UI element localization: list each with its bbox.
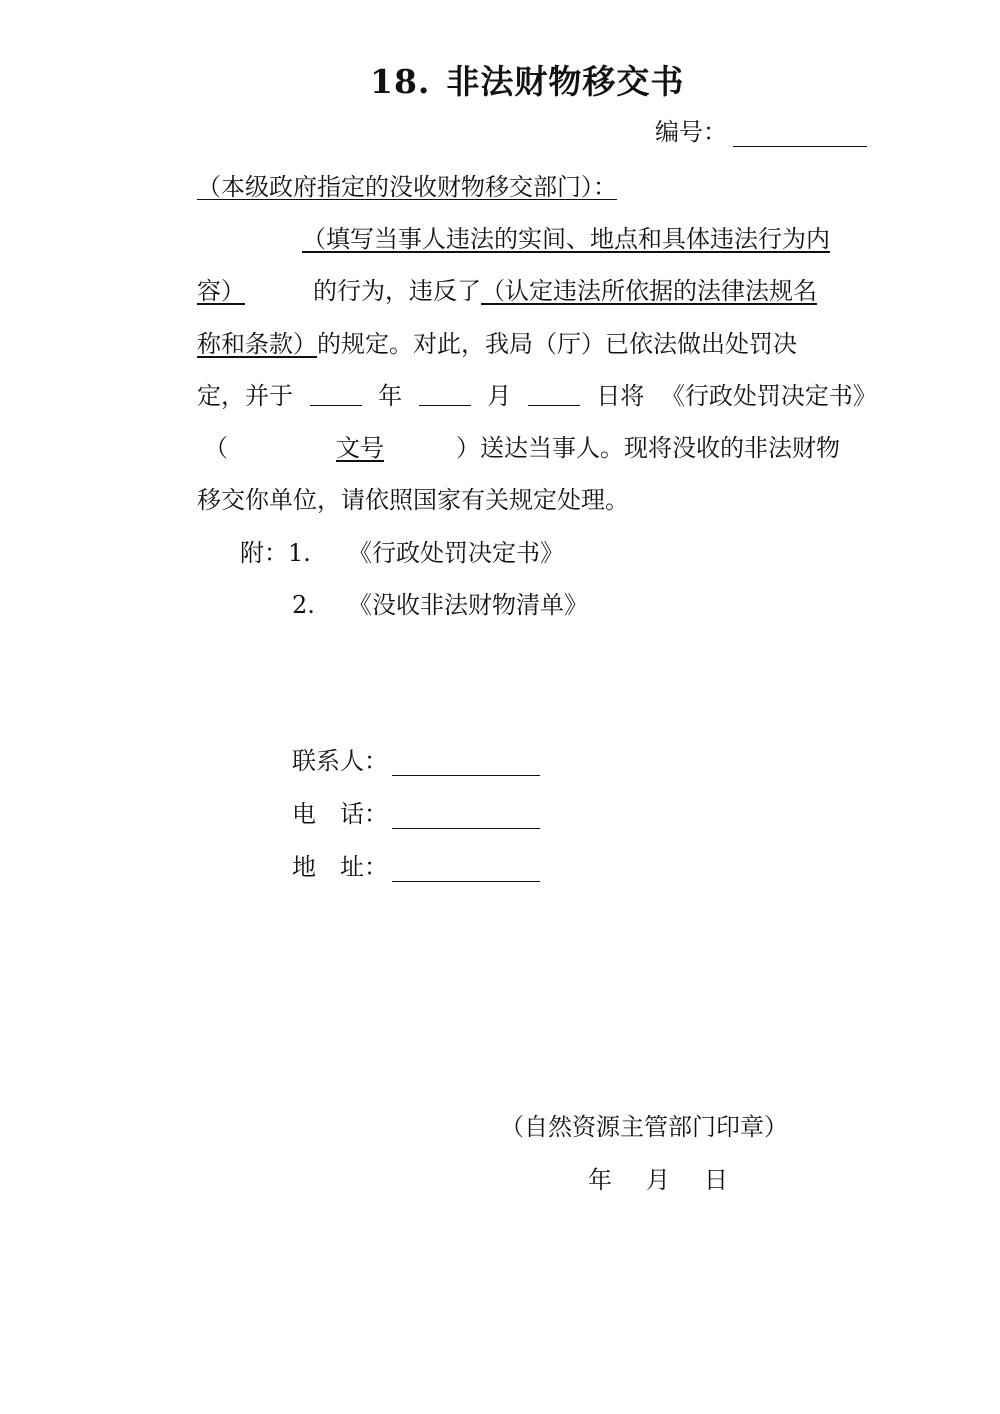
docno-close: ）送达当事人。现将没收的非法财物 [456,434,840,462]
contact-person-row [292,746,540,776]
attachment-2-text: 《没收非法财物清单》 [348,591,588,619]
attachment-1-text: 《行政处罚决定书》 [348,539,564,567]
violation-fill: （填写当事人违法的实间、地点和具体违法行为内 [302,225,830,253]
behavior-text: 的行为，违反了 [313,277,481,305]
serial-label: 编号： [655,118,727,146]
date-intro: 定，并于 [197,382,293,410]
serial-number-row [655,117,867,147]
contact-person-blank [392,753,540,776]
title-number: 18. [370,62,431,101]
contact-person-label: 联系人： [292,747,388,775]
year-blank [310,381,362,406]
attachment-2-number: 2. [292,591,315,619]
serial-blank [733,122,867,147]
day-blank [528,381,580,406]
day-char: 日将 [596,382,645,410]
docno-open: （ [204,434,228,462]
transfer-text: 移交你单位，请依照国家有关规定处理。 [197,486,629,514]
attachment-item-1 [240,538,564,568]
attachment-1-number: 1. [288,539,311,567]
body-line-3 [197,329,797,359]
attachment-label: 附： [240,539,288,567]
title-text: 非法财物移交书 [446,62,685,101]
contact-phone-blank [392,806,540,829]
recipient-line: （本级政府指定的没收财物移交部门）： [197,173,617,201]
body-line-2 [197,276,817,306]
attachment-item-2 [292,590,588,620]
body-line-4 [197,381,877,411]
contact-phone-label: 电 话： [292,800,388,828]
contact-address-blank [392,859,540,882]
decision-text: 的规定。对此，我局（厅）已依法做出处罚决 [317,330,797,358]
year-char: 年 [378,382,403,410]
contact-address-label: 地 址： [292,853,388,881]
body-line-5 [204,433,840,463]
docno-fill: 文号 [336,434,384,462]
date-day: 日 [704,1166,728,1194]
body-line-1 [222,224,830,254]
month-char: 月 [487,382,512,410]
document-title [370,56,684,103]
signature-date [588,1165,728,1195]
seal-text: （自然资源主管部门印章） [500,1113,788,1141]
body-line-6 [197,485,629,515]
law-fill-end: 称和条款） [197,330,317,358]
penalty-book-title: 《行政处罚决定书》 [660,382,877,410]
month-blank [419,381,471,406]
contact-address-row [292,852,540,882]
date-year: 年 [588,1166,612,1194]
law-fill: （认定违法所依据的法律法规名 [481,277,817,305]
contact-phone-row [292,799,540,829]
violation-fill-end: 容） [197,277,245,305]
date-month: 月 [646,1166,670,1194]
